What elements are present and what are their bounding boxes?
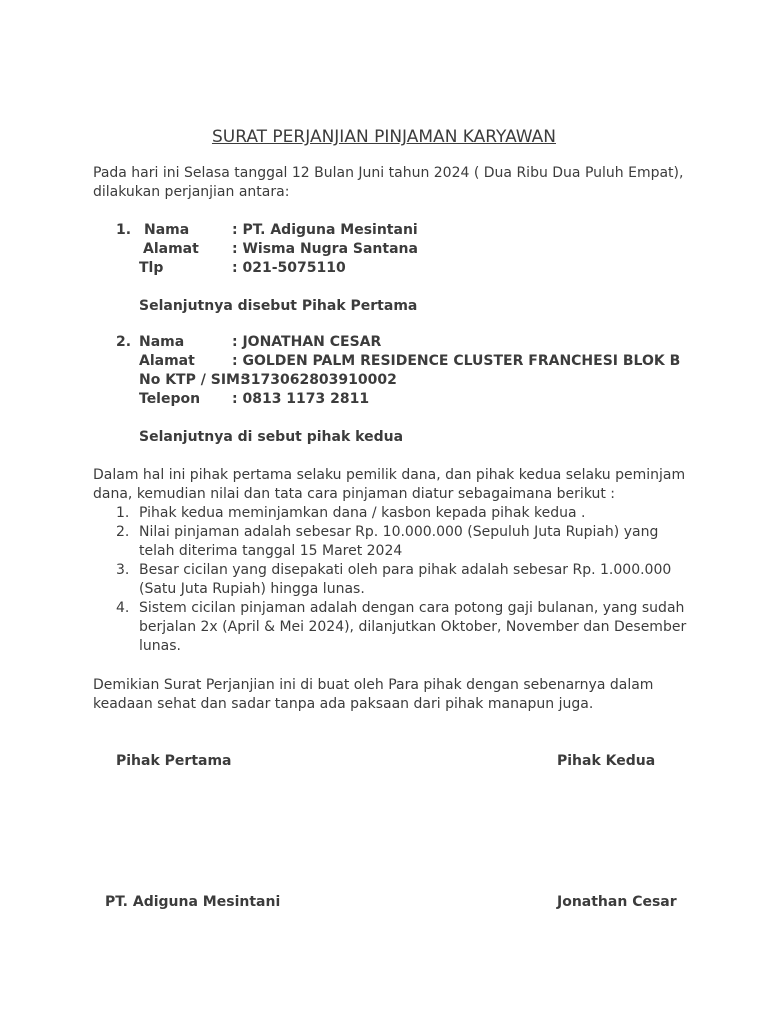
closing-line-2: keadaan sehat dan sadar tanpa ada paksaan dari pihak manapun juga.	[93, 696, 594, 712]
term-4-number: 4.	[116, 600, 130, 616]
term-3-text-line-2: (Satu Juta Rupiah) hingga lunas.	[139, 581, 365, 597]
term-2-text-line-2: telah diterima tanggal 15 Maret 2024	[139, 543, 403, 559]
party2-number: 2.	[116, 334, 132, 350]
signature-name-second-party: Jonathan Cesar	[557, 894, 677, 910]
party2-name-value: : JONATHAN CESAR	[232, 334, 382, 350]
intro-line-2: dilakukan perjanjian antara:	[93, 184, 290, 200]
closing-line-1: Demikian Surat Perjanjian ini di buat oleh Para pihak dengan sebenarnya dalam	[93, 677, 654, 693]
party1-number: 1.	[116, 222, 132, 238]
term-1-number: 1.	[116, 505, 130, 521]
party2-address-label: Alamat	[139, 353, 195, 369]
signature-name-first-party: PT. Adiguna Mesintani	[105, 894, 281, 910]
term-4-text-line-1: Sistem cicilan pinjaman adalah dengan cara potong gaji bulanan, yang sudah	[139, 600, 685, 616]
term-3-text-line-1: Besar cicilan yang disepakati oleh para pihak adalah sebesar Rp. 1.000.000	[139, 562, 672, 578]
terms-intro-line-2: dana, kemudian nilai dan tata cara pinjaman diatur sebagaimana berikut :	[93, 486, 616, 502]
party1-phone-label: Tlp	[139, 260, 164, 276]
party1-address-label: Alamat	[143, 241, 199, 257]
party2-phone-value: : 0813 1173 2811	[232, 391, 370, 407]
term-4-text-line-3: lunas.	[139, 638, 181, 654]
term-2-text-line-1: Nilai pinjaman adalah sebesar Rp. 10.000.000 (Sepuluh Juta Rupiah) yang	[139, 524, 659, 540]
party1-name-label: Nama	[144, 222, 190, 238]
signature-heading-first-party: Pihak Pertama	[116, 753, 232, 769]
term-1-text: Pihak kedua meminjamkan dana / kasbon kepada pihak kedua .	[139, 505, 586, 521]
document-title: SURAT PERJANJIAN PINJAMAN KARYAWAN	[211, 127, 557, 147]
terms-intro-line-1: Dalam hal ini pihak pertama selaku pemilik dana, dan pihak kedua selaku peminjam	[93, 467, 686, 483]
party1-designation: Selanjutnya disebut Pihak Pertama	[139, 298, 418, 314]
party2-address-value: : GOLDEN PALM RESIDENCE CLUSTER FRANCHESI BLOK B	[232, 353, 681, 369]
term-3-number: 3.	[116, 562, 130, 578]
party1-name-value: : PT. Adiguna Mesintani	[232, 222, 418, 238]
party2-id-label: No KTP / SIM:	[139, 372, 246, 388]
party2-phone-label: Telepon	[139, 391, 201, 407]
party1-address-value: : Wisma Nugra Santana	[232, 241, 418, 257]
intro-line-1: Pada hari ini Selasa tanggal 12 Bulan Juni tahun 2024 ( Dua Ribu Dua Puluh Empat),	[93, 165, 684, 181]
party2-designation: Selanjutnya di sebut pihak kedua	[139, 429, 404, 445]
term-2-number: 2.	[116, 524, 130, 540]
signature-heading-second-party: Pihak Kedua	[557, 753, 656, 769]
term-4-text-line-2: berjalan 2x (April & Mei 2024), dilanjutkan Oktober, November dan Desember	[139, 619, 687, 635]
party2-name-label: Nama	[139, 334, 185, 350]
party2-id-value: 3173062803910002	[241, 372, 397, 388]
party1-phone-value: : 021-5075110	[232, 260, 346, 276]
